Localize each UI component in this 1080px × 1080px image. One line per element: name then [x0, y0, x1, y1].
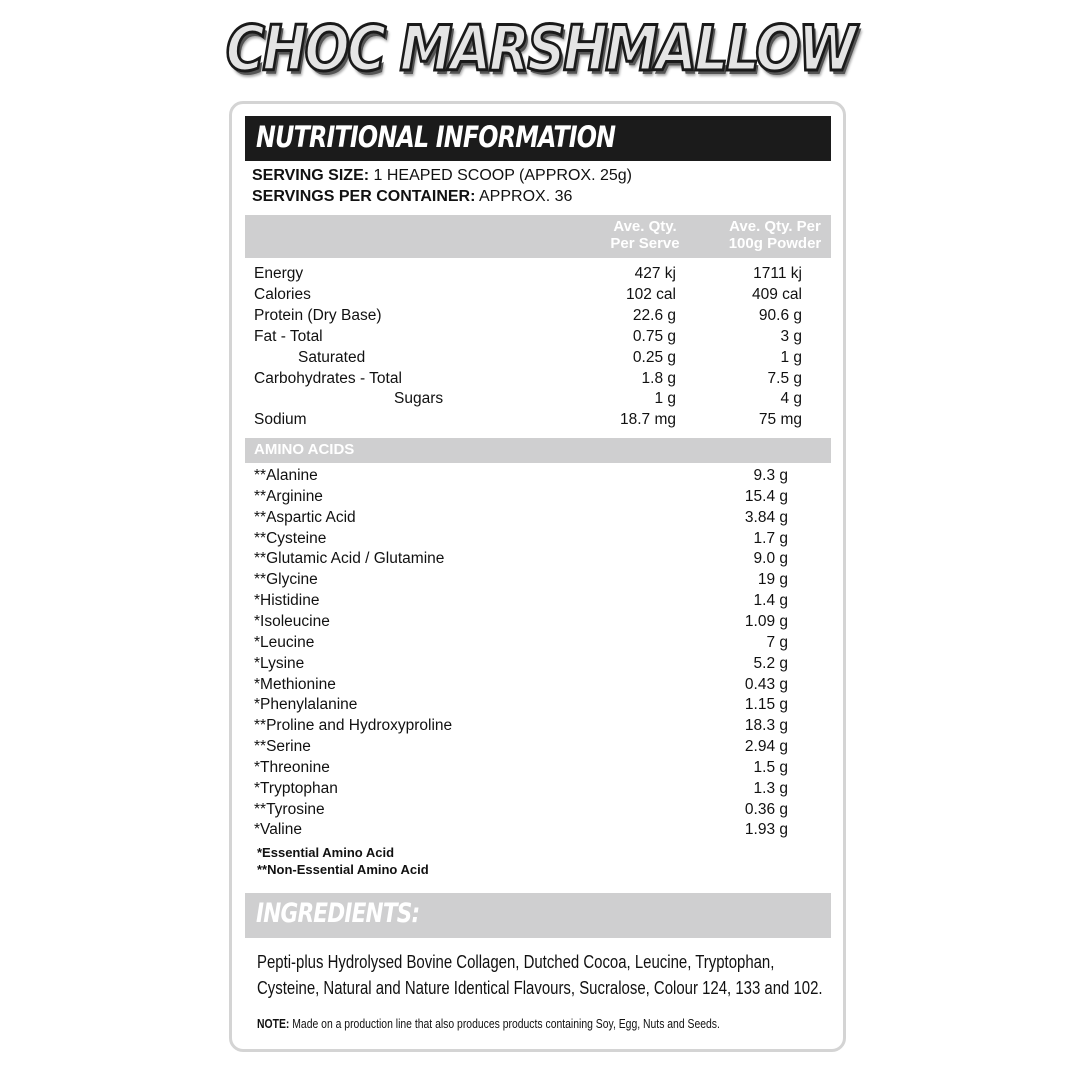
ingredients-line-2: Cysteine, Natural and Nature Identical Flavours, Sucralose, Colour 124, 133 and 102.: [257, 978, 823, 998]
amino-row-value: 1.4 g: [753, 592, 788, 610]
amino-row-label: **Tyrosine: [254, 800, 325, 818]
amino-row-label: *Phenylalanine: [254, 696, 358, 714]
amino-header: AMINO ACIDS: [254, 441, 355, 458]
nutrition-row-per-100g: 1711 kj: [753, 265, 802, 282]
nutrition-row-label: Fat - Total: [254, 327, 323, 345]
column-header-bar: [245, 215, 831, 258]
nutrition-row-per-100g: 4 g: [780, 390, 802, 408]
amino-row-label: **Glutamic Acid / Glutamine: [254, 550, 445, 568]
footnote-non-essential: **Non-Essential Amino Acid: [257, 862, 429, 877]
amino-row-value: 1.3 g: [753, 779, 788, 797]
amino-row-label: *Leucine: [254, 633, 315, 651]
serving-size-label: SERVING SIZE:: [252, 167, 370, 184]
nutrition-row-per-serve: 102 cal: [626, 285, 676, 303]
amino-row-label: **Aspartic Acid: [254, 508, 356, 526]
nutrition-row-label: Protein (Dry Base): [254, 306, 382, 324]
nutrition-row-label: Calories: [254, 285, 311, 303]
col-per-serve: Ave. Qty. Per Serve: [610, 218, 680, 252]
nutrition-row-per-serve: 0.25 g: [632, 348, 676, 366]
amino-row-label: *Lysine: [254, 654, 305, 672]
servings-label: SERVINGS PER CONTAINER:: [252, 188, 476, 205]
nutrition-row-per-serve: 18.7 mg: [619, 411, 676, 429]
amino-row-value: 2.94 g: [744, 738, 788, 756]
amino-row-label: *Tryptophan: [254, 779, 338, 797]
nutrition-row-per-100g: 409 cal: [752, 285, 802, 303]
note-text: Made on a production line that also produces products containing Soy, Egg, Nuts and Seeds.: [292, 1016, 720, 1031]
nutrition-row-per-serve: 22.6 g: [632, 306, 676, 324]
nutrition-row-per-serve: 1 g: [654, 390, 676, 408]
amino-row-label: **Alanine: [254, 467, 318, 484]
amino-row-value: 9.3 g: [753, 467, 788, 484]
amino-row-value: 19 g: [757, 571, 788, 589]
allergen-note: [257, 1016, 720, 1031]
servings-per-container: [252, 188, 572, 206]
nutrition-row-per-100g: 3 g: [780, 327, 802, 345]
amino-row-label: *Threonine: [254, 758, 330, 776]
product-title: CHOC MARSHMALLOW: [225, 12, 855, 85]
col-per-100g: Ave. Qty. Per 100g Powder: [728, 218, 822, 252]
nutrition-header-text: NUTRITIONAL INFORMATION: [256, 120, 616, 154]
amino-row-value: 1.93 g: [744, 821, 788, 839]
nutrition-row-label: Energy: [254, 265, 304, 282]
amino-row-value: 1.7 g: [753, 529, 788, 547]
amino-row-label: **Proline and Hydroxyproline: [254, 717, 453, 735]
amino-row-value: 3.84 g: [744, 508, 788, 526]
footnote-essential: *Essential Amino Acid: [257, 845, 395, 860]
amino-row-value: 1.5 g: [753, 758, 788, 776]
nutrition-row-per-100g: 90.6 g: [758, 306, 802, 324]
nutrition-row-per-100g: 7.5 g: [767, 369, 802, 387]
nutrition-row-per-serve: 0.75 g: [632, 327, 676, 345]
amino-row-value: 7 g: [766, 633, 788, 651]
amino-row-value: 5.2 g: [753, 654, 788, 672]
nutrition-row-per-serve: 427 kj: [634, 265, 676, 282]
nutrition-row-per-serve: 1.8 g: [641, 369, 676, 387]
nutrition-header: [245, 116, 831, 161]
amino-row-label: **Glycine: [254, 571, 318, 589]
serving-size: [252, 167, 632, 185]
ingredients-header-bar: [245, 893, 831, 938]
amino-row-label: *Isoleucine: [254, 612, 330, 630]
ingredients-header: INGREDIENTS:: [256, 898, 420, 929]
amino-row-value: 18.3 g: [744, 717, 788, 735]
amino-row-label: **Arginine: [254, 487, 323, 505]
nutrition-row-label: Sodium: [254, 411, 307, 429]
nutrition-row-label: Saturated: [298, 348, 366, 366]
amino-row-label: **Serine: [254, 738, 311, 756]
amino-row-value: 0.36 g: [744, 800, 788, 818]
amino-row-label: *Valine: [254, 821, 302, 839]
amino-row-label: *Methionine: [254, 675, 336, 693]
amino-row-label: *Histidine: [254, 592, 320, 610]
note-label: NOTE:: [257, 1016, 290, 1031]
amino-row-value: 1.09 g: [744, 612, 788, 630]
serving-size-value: 1 HEAPED SCOOP (APPROX. 25g): [373, 167, 632, 184]
nutrition-row-label: Sugars: [394, 390, 444, 408]
amino-row-value: 0.43 g: [744, 675, 788, 693]
amino-row-label: **Cysteine: [254, 529, 327, 547]
nutrition-row-per-100g: 1 g: [780, 348, 802, 366]
ingredients-line-1: Pepti-plus Hydrolysed Bovine Collagen, Dutched Cocoa, Leucine, Tryptophan,: [257, 952, 775, 972]
nutrition-row-label: Carbohydrates - Total: [254, 369, 402, 387]
amino-row-value: 15.4 g: [744, 487, 788, 505]
servings-value: APPROX. 36: [479, 188, 573, 205]
amino-header-bar: [245, 438, 831, 463]
amino-row-value: 1.15 g: [744, 696, 788, 714]
amino-row-value: 9.0 g: [753, 550, 788, 568]
nutrition-row-per-100g: 75 mg: [758, 411, 802, 429]
